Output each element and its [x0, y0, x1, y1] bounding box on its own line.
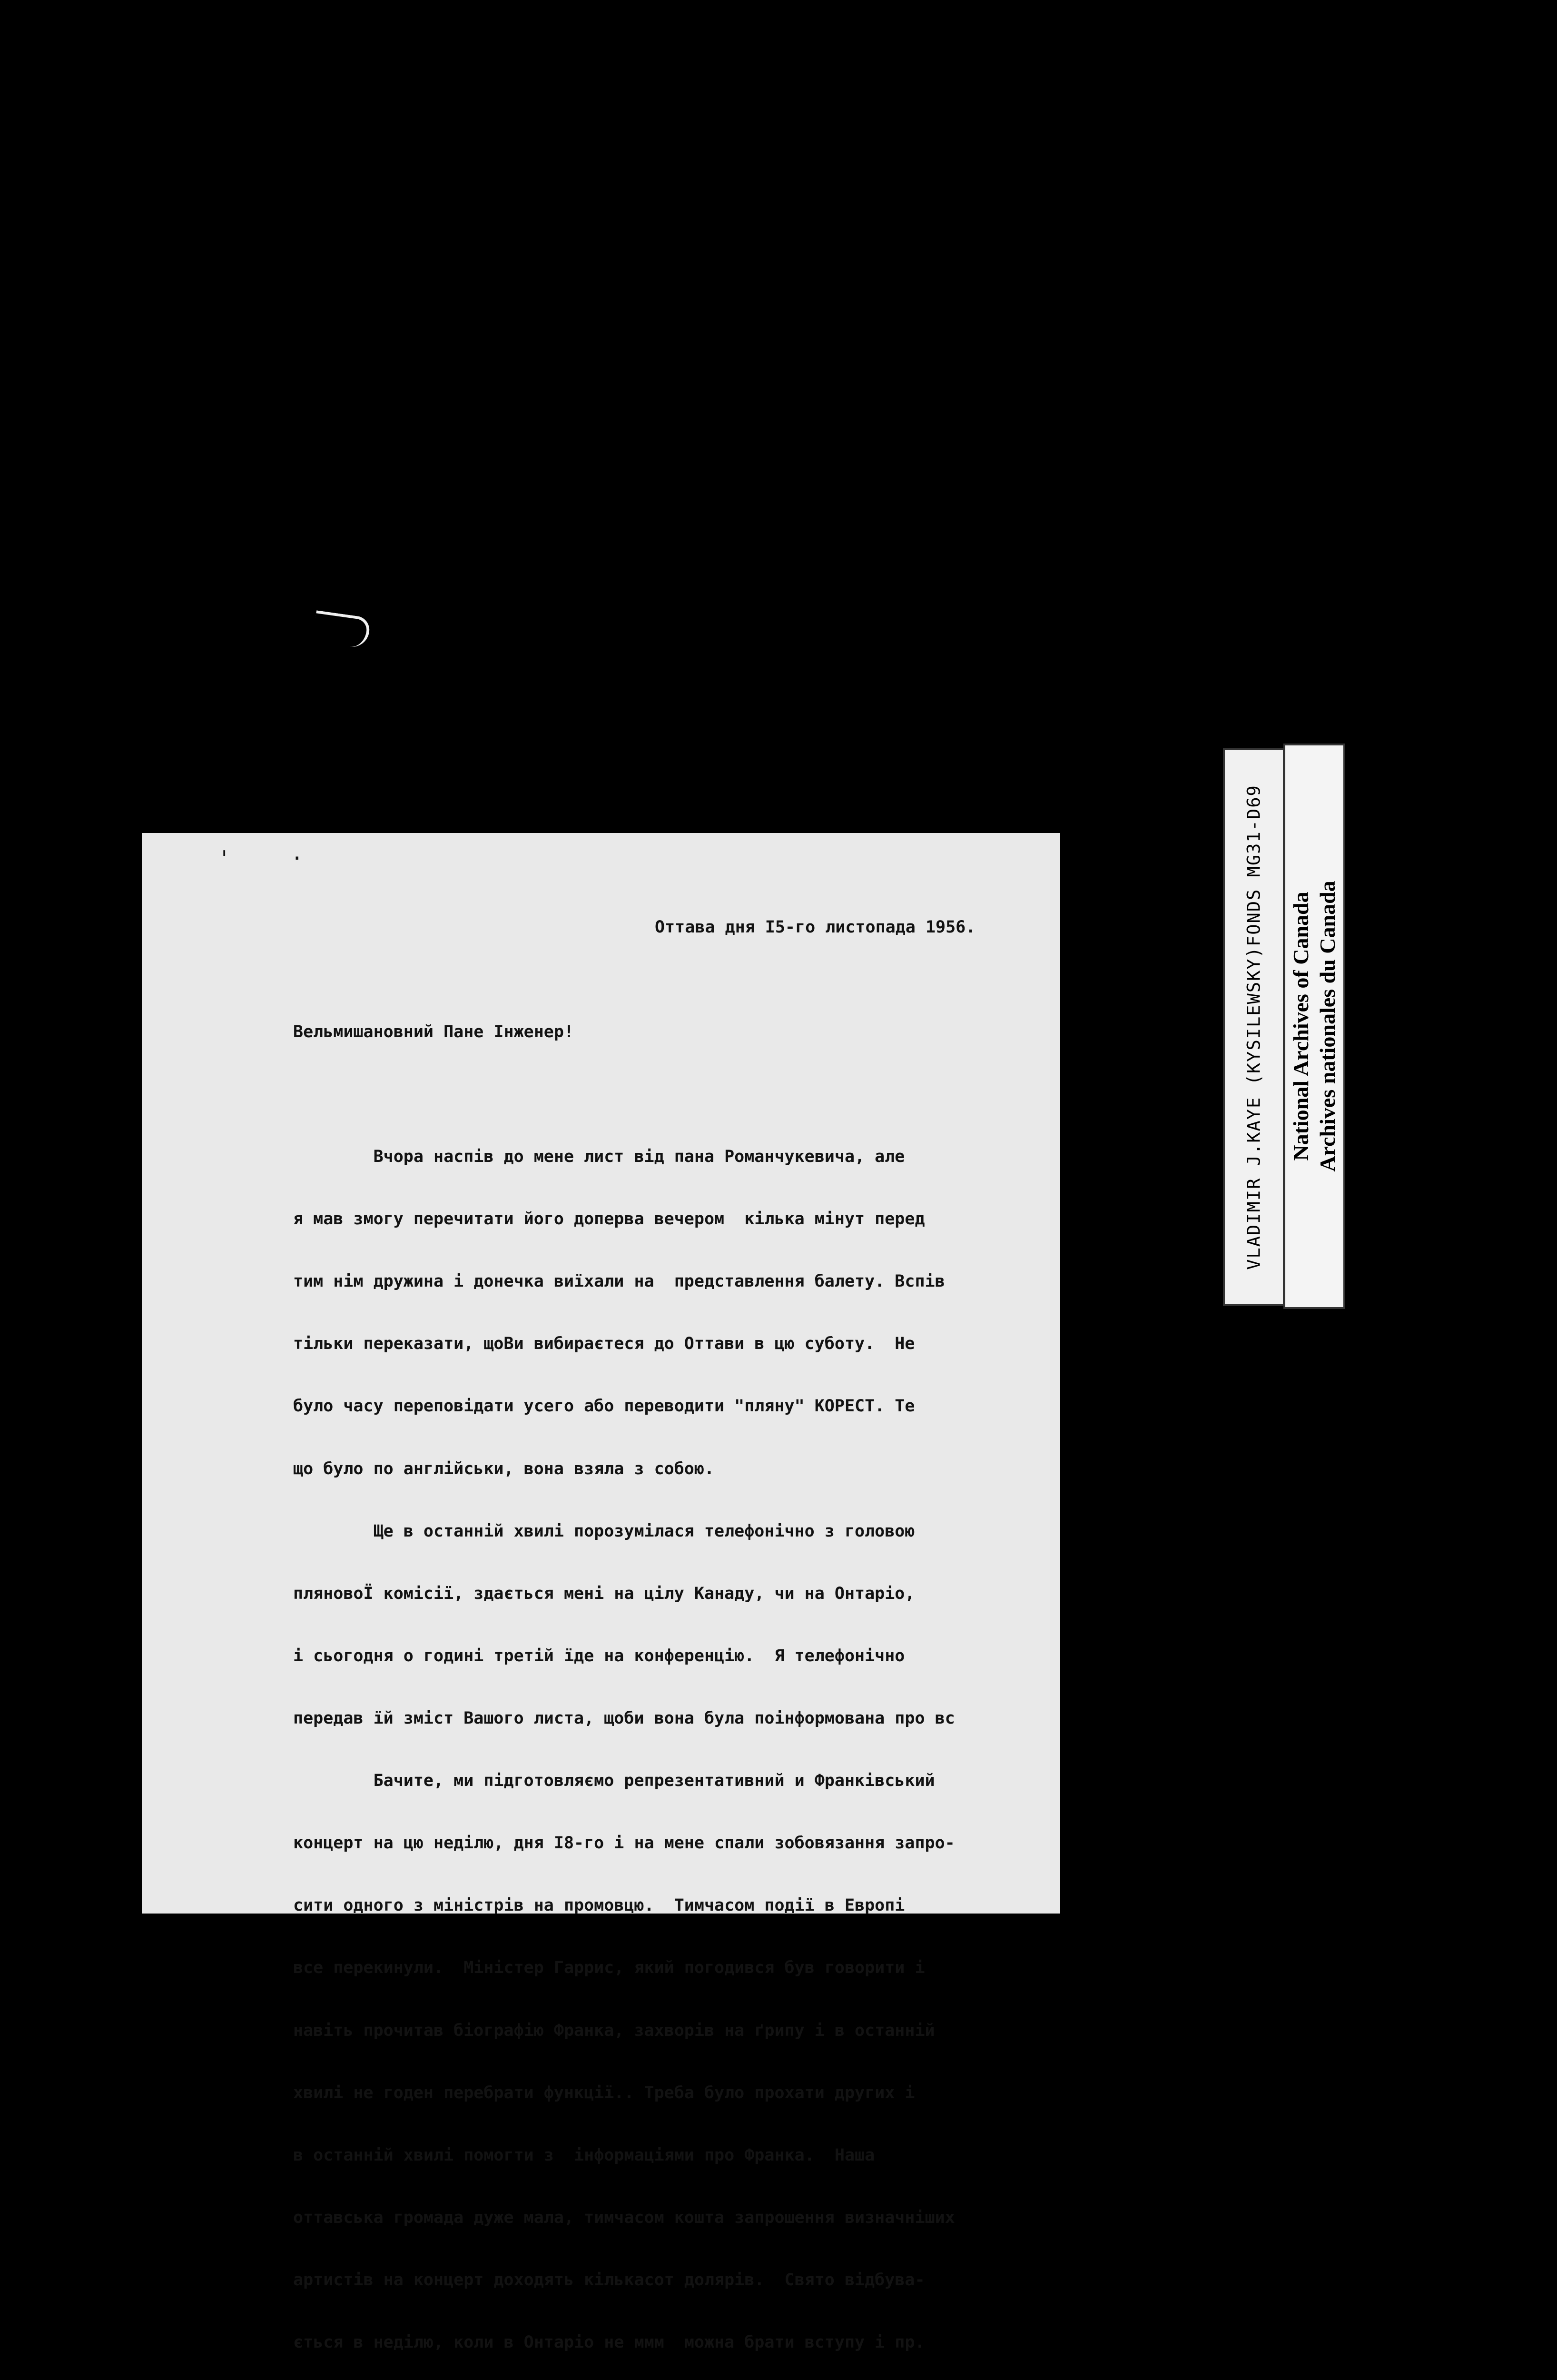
body-line: навіть прочитав біографію Франка, захворів на ґрипу і в останній: [293, 2021, 935, 2040]
body-line: тим нім дружина і донечка виїхали на представлення балету. Вспів: [293, 1272, 945, 1291]
body-line: концерт на цю неділю, дня I8-го і на мене спали зобовязання запро-: [293, 1834, 955, 1853]
typed-letter: [293, 876, 1047, 2380]
letter-sheet: [142, 833, 1060, 2352]
body-line: все перекинули. Міністер Гаррис, який погодився був говорити і: [293, 1958, 925, 1978]
body-line: артистів на концерт доходять кількасот долярів. Свято відбува-: [293, 2271, 925, 2290]
body-line: передав їй зміст Вашого листа, щоби вона була поінформована про вс: [293, 1709, 955, 1728]
body-line: сити одного з міністрів на промовцю. Тимчасом події в Европі: [293, 1896, 905, 1915]
body-line: Бачите, ми підготовляємо репрезентативний и Франківський: [293, 1771, 935, 1791]
body-line: хвилі не годен перебрати функції.. Треба було прохати других і: [293, 2083, 915, 2102]
stray-scan-mark: [312, 610, 371, 649]
fonds-label: VLADIMIR J.KAYE (KYSILEWSKY)FONDS MG31-D69: [1243, 784, 1264, 1270]
archives-label-tab: [1283, 744, 1345, 1309]
fonds-label-tab: [1223, 748, 1285, 1306]
body-line: було часу переповідати усего або переводити "пляну" КОРЕСТ. Те: [293, 1397, 915, 1416]
body-line: оттавська громада дуже мала, тимчасом кошта запрошення визначніших: [293, 2208, 955, 2227]
salutation: Вельмишановний Пане Інженер!: [293, 1022, 574, 1041]
body-line: Ще в останній хвилі порозумілася телефонічно з головою: [293, 1521, 915, 1541]
date-line: Оттава дня I5-го листопада 1956.: [655, 918, 976, 937]
body-line: що було по англійськи, вона взяла з собою.: [293, 1459, 715, 1478]
body-line: пляновоЇ комісії, здається мені на цілу Канаду, чи на Онтаріо,: [293, 1584, 915, 1603]
body-line: і сьогодня о годині третій їде на конференцію. Я телефонічно: [293, 1646, 905, 1666]
body-line: ється в неділю, коли в Онтаріо не ммм можна брати вступу і пр.: [293, 2333, 925, 2352]
archives-name-fr: Archives nationales du Canada: [1315, 881, 1340, 1172]
corner-specks: ' ·: [218, 846, 327, 871]
body-line: Вчора наспів до мене лист від пана Романчукевича, але: [293, 1147, 905, 1167]
body-line: в останній хвилі помогти з інформаціями про Франка. Наша: [293, 2145, 875, 2165]
letter-body: [293, 1105, 1047, 2380]
archives-label: [1288, 881, 1341, 1171]
body-line: я мав змогу перечитати його доперва вечером кілька мінут перед: [293, 1210, 925, 1229]
body-line: тільки переказати, щоВи вибираєтеся до Оттави в цю суботу. Не: [293, 1334, 915, 1354]
archives-name-en: National Archives of Canada: [1289, 892, 1313, 1161]
